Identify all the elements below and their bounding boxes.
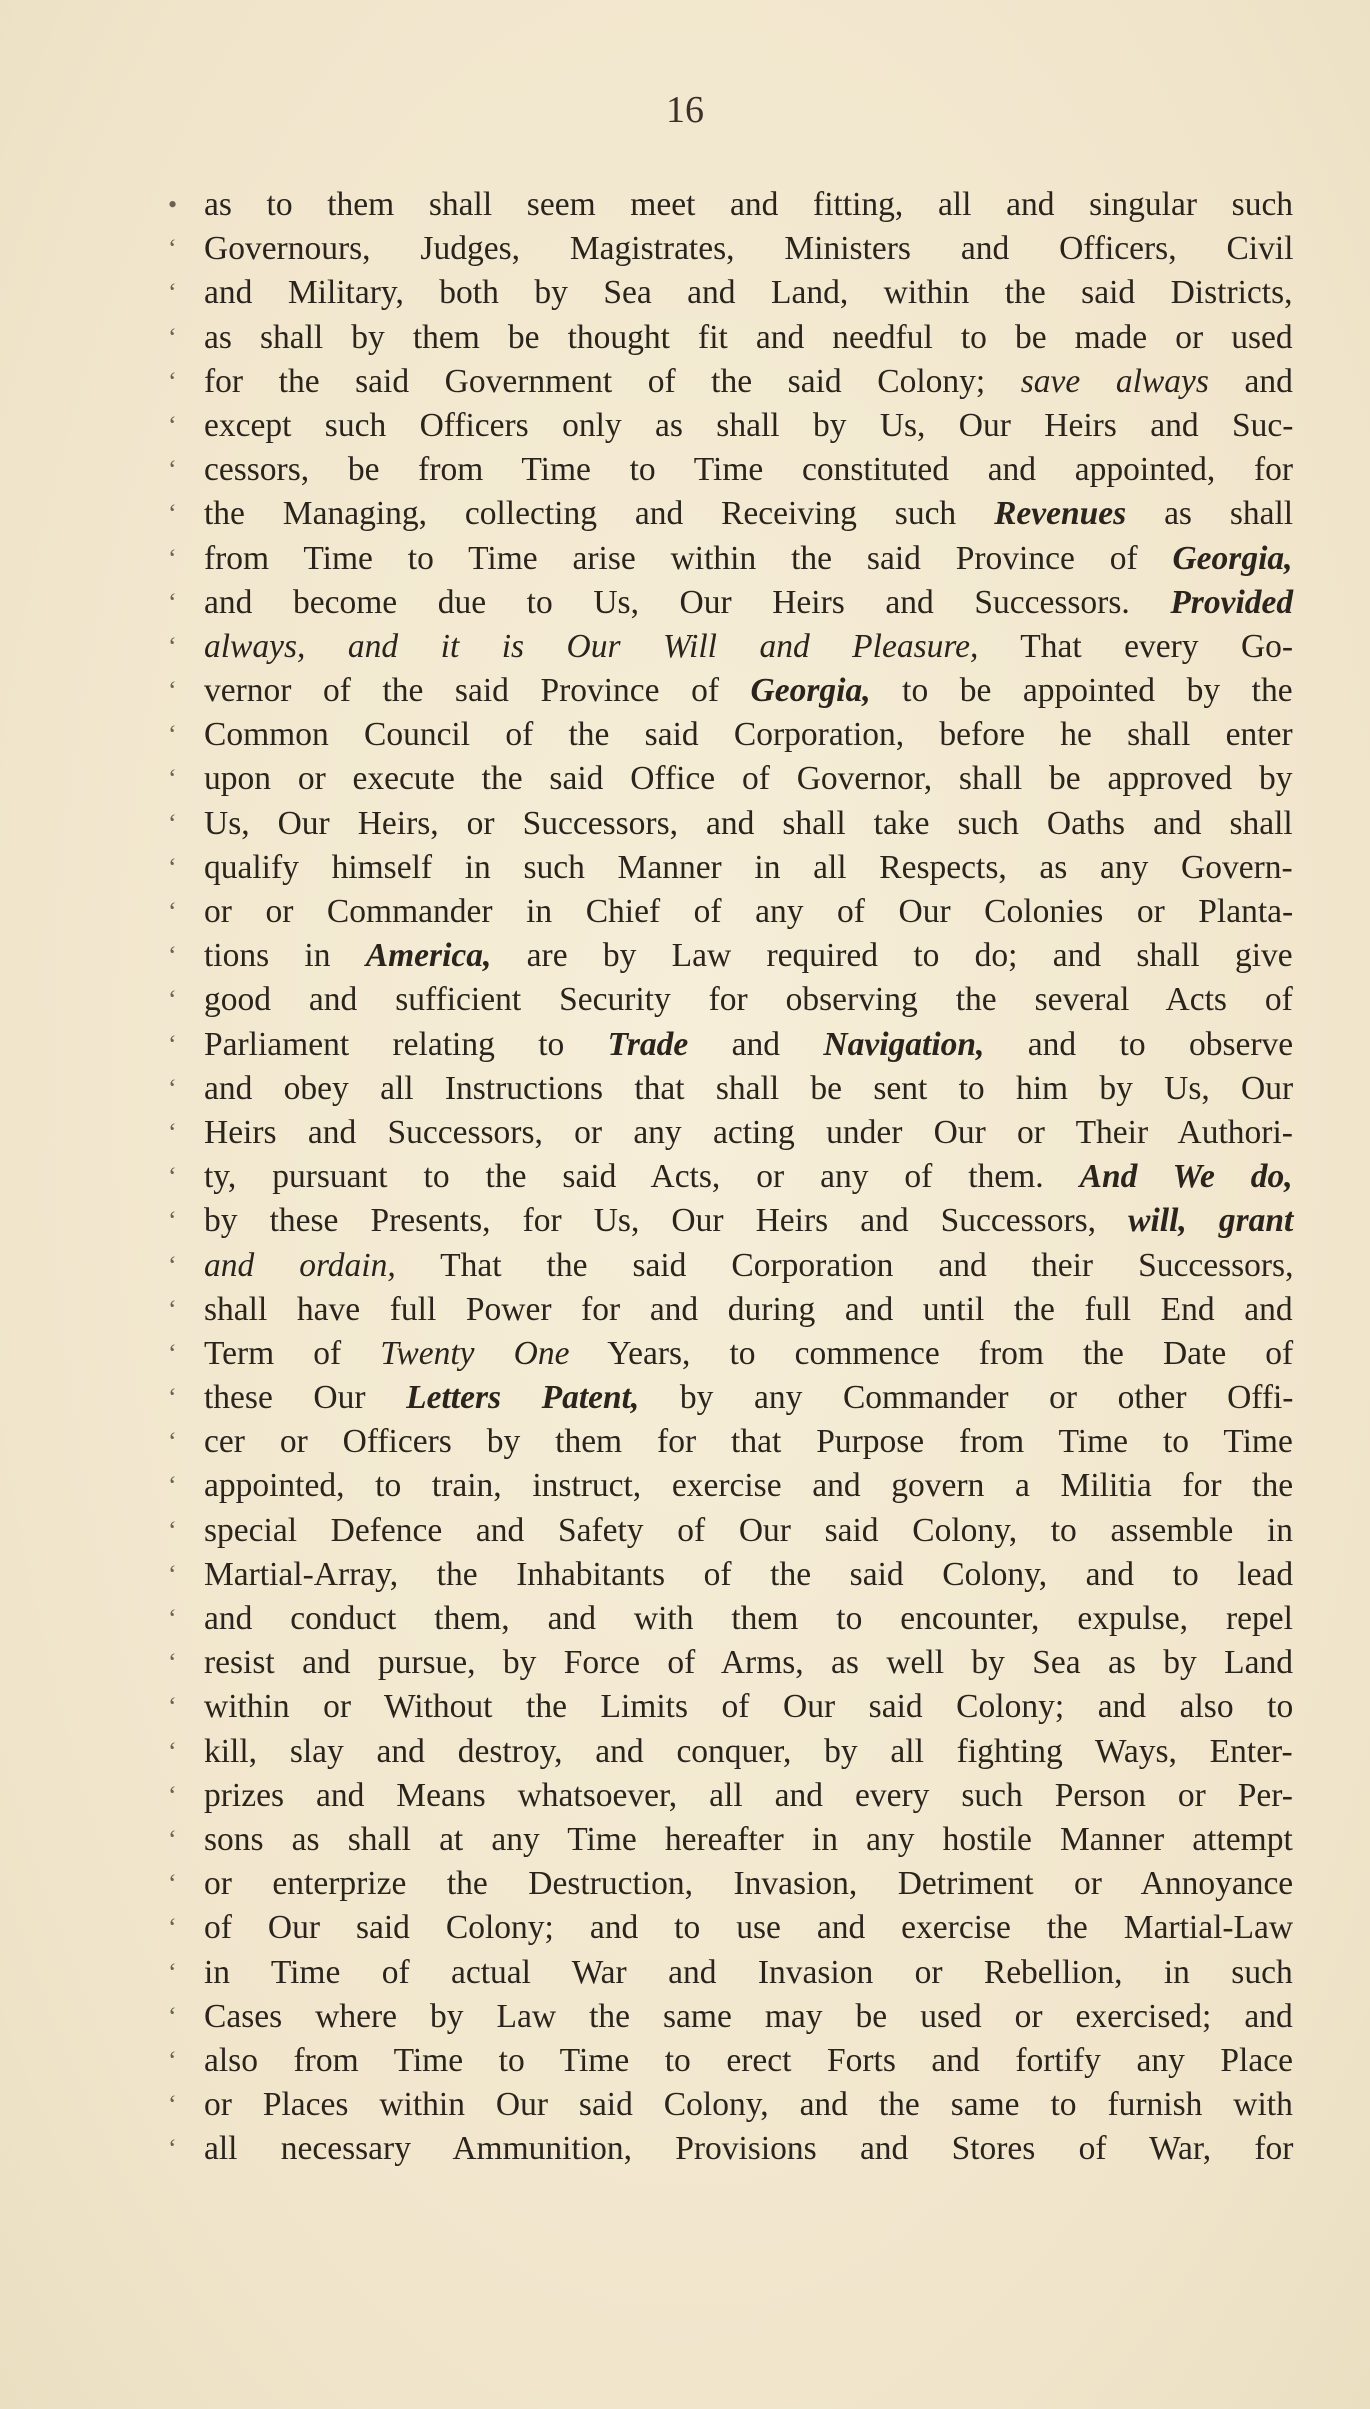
line-text xyxy=(204,757,1292,801)
quote-mark: ‘ xyxy=(168,1427,177,1457)
quote-mark: ‘ xyxy=(168,1692,177,1722)
text-segment: vernor of the said Province of xyxy=(204,672,751,710)
text-line xyxy=(168,537,1293,581)
text-line xyxy=(168,360,1293,404)
quote-mark: ‘ xyxy=(168,2001,177,2031)
quote-mark: ‘ xyxy=(168,234,177,264)
line-text xyxy=(204,1509,1293,1553)
text-segment: cer or Officers by them for that Purpose from Time to Time xyxy=(204,1423,1293,1461)
emphasis-segment: Revenues xyxy=(994,495,1127,533)
emphasis-segment: Provided xyxy=(1170,583,1294,621)
text-segment: appointed, to train, instruct, exercise and govern a Militia for the xyxy=(204,1467,1294,1505)
quote-mark: ‘ xyxy=(168,1869,177,1899)
quote-mark: ‘ xyxy=(168,1294,177,1324)
text-line xyxy=(168,1641,1293,1685)
text-segment: by any Commander or other Offi- xyxy=(639,1379,1294,1417)
text-line xyxy=(168,1730,1293,1774)
text-segment: prizes and Means whatsoever, all and every such Person or Per- xyxy=(204,1776,1293,1814)
emphasis-segment: Georgia, xyxy=(750,672,871,710)
text-segment: and obey all Instructions that shall be sent to him by Us, Our xyxy=(204,1069,1294,1107)
text-line xyxy=(168,1951,1293,1995)
text-segment: also from Time to Time to erect Forts and fortify any Place xyxy=(204,2041,1293,2079)
quote-mark: ‘ xyxy=(168,941,177,971)
text-segment: shall have full Power for and during and until the full End and xyxy=(204,1290,1293,1328)
text-line xyxy=(168,1420,1293,1464)
line-text xyxy=(204,1288,1293,1332)
emphasis-segment: America, xyxy=(365,937,492,975)
text-segment: and xyxy=(1208,362,1293,400)
text-segment: as to them shall seem meet and fitting, all and singular such xyxy=(204,186,1294,223)
text-segment: good and sufficient Security for observing the several Acts of xyxy=(204,981,1293,1019)
text-line xyxy=(168,1818,1293,1862)
quote-mark: ‘ xyxy=(168,1913,177,1943)
line-text xyxy=(204,1597,1293,1641)
text-line xyxy=(168,271,1293,315)
quote-mark: ‘ xyxy=(168,366,177,396)
line-text xyxy=(204,1995,1293,2039)
line-text xyxy=(204,1376,1293,1420)
text-line xyxy=(168,1862,1293,1906)
text-line xyxy=(168,316,1293,360)
line-text xyxy=(204,448,1293,492)
line-text xyxy=(204,1464,1293,1508)
text-line xyxy=(168,713,1293,757)
text-segment: or or Commander in Chief of any of Our Colonies or Planta- xyxy=(204,893,1294,930)
text-segment: Parliament relating to xyxy=(204,1025,608,1063)
text-segment: Us, Our Heirs, or Successors, and shall take such Oaths and shall xyxy=(204,804,1293,842)
text-line xyxy=(168,1288,1293,1332)
line-text xyxy=(204,360,1293,404)
quote-mark: ‘ xyxy=(168,1824,177,1854)
quote-mark: ‘ xyxy=(168,1736,177,1766)
text-line xyxy=(168,1244,1293,1288)
text-segment: from Time to Time arise within the said Province of xyxy=(204,539,1173,577)
text-line xyxy=(168,669,1293,713)
line-text xyxy=(204,1685,1293,1729)
quote-mark: ‘ xyxy=(168,1029,177,1059)
text-line xyxy=(168,2127,1293,2171)
emphasis-segment: Twenty One xyxy=(380,1334,570,1372)
quote-mark: ‘ xyxy=(168,410,177,440)
line-text xyxy=(204,1730,1293,1774)
text-segment: cessors, be from Time to Time constituted and appointed, for xyxy=(204,451,1294,489)
quote-mark: ‘ xyxy=(168,1250,177,1280)
page-number: 16 xyxy=(666,89,704,131)
quote-mark: ‘ xyxy=(168,1559,177,1589)
line-text xyxy=(204,1067,1293,1111)
text-segment: within or Without the Limits of Our said Colony; and also to xyxy=(204,1688,1294,1726)
line-text xyxy=(204,316,1293,360)
quote-mark: ‘ xyxy=(168,2134,177,2164)
text-line xyxy=(168,1685,1293,1729)
text-segment: special Defence and Safety of Our said Colony, to assemble in xyxy=(204,1511,1294,1549)
line-text xyxy=(204,1111,1293,1155)
text-line xyxy=(168,978,1293,1022)
text-line xyxy=(168,581,1293,625)
emphasis-segment: always, and it is Our Will and Pleasure, xyxy=(204,627,979,665)
line-text xyxy=(204,890,1293,934)
text-segment: by these Presents, for Us, Our Heirs and Successors, xyxy=(204,1202,1129,1240)
line-text xyxy=(204,537,1293,581)
document-body xyxy=(168,183,1293,2171)
text-line xyxy=(168,2083,1293,2127)
line-text xyxy=(204,581,1293,625)
text-segment: That every Go- xyxy=(978,627,1294,665)
line-text xyxy=(204,713,1293,757)
line-text xyxy=(204,1774,1293,1818)
text-segment: tions in xyxy=(204,937,366,975)
emphasis-segment: Letters Patent, xyxy=(406,1379,640,1417)
line-text xyxy=(204,183,1293,227)
text-line xyxy=(168,1332,1293,1376)
emphasis-segment: save always xyxy=(1020,362,1209,400)
text-segment: as shall xyxy=(1126,495,1294,533)
quote-mark: ‘ xyxy=(168,852,177,882)
line-text xyxy=(204,492,1293,536)
text-segment: or enterprize the Destruction, Invasion, Detriment or Annoyance xyxy=(204,1865,1294,1903)
emphasis-segment: Navigation, xyxy=(823,1025,985,1063)
text-line xyxy=(168,1597,1293,1641)
quote-mark: ‘ xyxy=(168,1206,177,1236)
quote-mark: ‘ xyxy=(168,631,177,661)
text-line xyxy=(168,890,1293,934)
text-segment: all necessary Ammunition, Provisions and Stores of War, for xyxy=(204,2130,1294,2168)
line-text xyxy=(204,1818,1293,1862)
quote-mark: ‘ xyxy=(168,278,177,308)
text-line xyxy=(168,404,1293,448)
text-line xyxy=(168,802,1293,846)
emphasis-segment: And We do, xyxy=(1079,1158,1293,1196)
line-text xyxy=(204,227,1293,271)
quote-mark: ‘ xyxy=(168,1471,177,1501)
text-segment: to be appointed by the xyxy=(870,672,1293,710)
text-segment: and conduct them, and with them to encounter, expulse, repel xyxy=(204,1600,1293,1637)
quote-mark: ‘ xyxy=(168,587,177,617)
text-line xyxy=(168,934,1293,978)
line-text xyxy=(204,404,1293,448)
text-segment: Term of xyxy=(204,1334,381,1372)
line-text xyxy=(204,1332,1293,1376)
quote-mark: ‘ xyxy=(168,676,177,706)
line-text xyxy=(204,271,1293,315)
text-segment: the Managing, collecting and Receiving such xyxy=(204,495,995,533)
text-line xyxy=(168,1155,1293,1199)
text-line xyxy=(168,492,1293,536)
text-segment: for the said Government of the said Colony; xyxy=(204,362,1021,400)
line-text xyxy=(204,846,1293,890)
line-text xyxy=(204,1906,1293,1950)
quote-mark: ‘ xyxy=(168,499,177,529)
text-segment: qualify himself in such Manner in all Respects, as any Govern- xyxy=(204,848,1293,886)
text-segment: Cases where by Law the same may be used or exercised; and xyxy=(204,1997,1293,2035)
emphasis-segment: Trade xyxy=(607,1025,689,1063)
line-text xyxy=(204,802,1293,846)
text-segment: Governours, Judges, Magistrates, Ministers and Officers, Civil xyxy=(204,230,1294,268)
line-text xyxy=(204,625,1293,669)
line-text xyxy=(204,2083,1293,2127)
text-segment: and xyxy=(688,1025,824,1063)
quote-mark: ‘ xyxy=(168,1073,177,1103)
text-line xyxy=(168,183,1293,227)
quote-mark: ‘ xyxy=(168,1117,177,1147)
text-line xyxy=(168,1376,1293,1420)
line-text xyxy=(204,1641,1293,1685)
text-line xyxy=(168,625,1293,669)
line-text xyxy=(204,1244,1293,1288)
emphasis-segment: and ordain, xyxy=(204,1246,396,1284)
line-text xyxy=(204,2039,1293,2083)
text-segment: of Our said Colony; and to use and exercise the Martial-Law xyxy=(204,1909,1294,1947)
text-segment: and to observe xyxy=(984,1025,1294,1063)
line-text xyxy=(204,1420,1293,1464)
line-text xyxy=(204,1862,1293,1906)
quote-mark: ‘ xyxy=(168,2090,177,2120)
text-segment: Years, to commence from the Date of xyxy=(569,1334,1294,1372)
text-segment: in Time of actual War and Invasion or Rebellion, in such xyxy=(204,1953,1293,1991)
quote-mark: ‘ xyxy=(168,808,177,838)
line-text xyxy=(204,1199,1293,1243)
quote-mark: ‘ xyxy=(168,764,177,794)
line-text xyxy=(204,2127,1293,2171)
emphasis-segment: Georgia, xyxy=(1172,539,1293,577)
text-segment: and become due to Us, Our Heirs and Successors. xyxy=(204,583,1171,621)
text-segment: except such Officers only as shall by Us, Our Heirs and Suc- xyxy=(204,406,1294,444)
text-segment: and Military, both by Sea and Land, within the said Districts, xyxy=(204,274,1293,312)
quote-mark: ‘ xyxy=(168,1780,177,1810)
text-segment: kill, slay and destroy, and conquer, by all fighting Ways, Enter- xyxy=(204,1732,1293,1770)
emphasis-segment: will, grant xyxy=(1128,1202,1294,1240)
text-segment: these Our xyxy=(204,1379,407,1417)
text-segment: That the said Corporation and their Successors, xyxy=(395,1246,1294,1284)
text-segment: sons as shall at any Time hereafter in any hostile Manner attempt xyxy=(204,1820,1293,1858)
line-text xyxy=(204,1951,1293,1995)
quote-mark: • xyxy=(168,190,178,219)
text-line xyxy=(168,1199,1293,1243)
text-segment: are by Law required to do; and shall give xyxy=(491,937,1293,975)
text-segment: or Places within Our said Colony, and the same to furnish with xyxy=(204,2086,1293,2124)
quote-mark: ‘ xyxy=(168,543,177,573)
text-line xyxy=(168,1553,1293,1597)
quote-mark: ‘ xyxy=(168,1648,177,1678)
text-segment: resist and pursue, by Force of Arms, as well by Sea as by Land xyxy=(204,1644,1293,1682)
line-text xyxy=(204,1553,1293,1597)
line-text xyxy=(204,669,1293,713)
quote-mark: ‘ xyxy=(168,1515,177,1545)
text-segment: ty, pursuant to the said Acts, or any of them. xyxy=(204,1158,1080,1196)
text-line xyxy=(168,1509,1293,1553)
text-segment: Heirs and Successors, or any acting under Our or Their Authori- xyxy=(204,1113,1293,1151)
text-line xyxy=(168,757,1293,801)
line-text xyxy=(204,978,1293,1022)
text-line xyxy=(168,448,1293,492)
text-line xyxy=(168,227,1293,271)
text-line xyxy=(168,1067,1293,1111)
text-segment: Martial-Array, the Inhabitants of the said Colony, and to lead xyxy=(204,1555,1294,1593)
line-text xyxy=(204,934,1293,978)
quote-mark: ‘ xyxy=(168,897,177,926)
text-segment: as shall by them be thought fit and needful to be made or used xyxy=(204,318,1293,356)
text-line xyxy=(168,2039,1293,2083)
quote-mark: ‘ xyxy=(168,1162,177,1192)
text-segment: upon or execute the said Office of Governor, shall be approved by xyxy=(204,760,1293,798)
line-text xyxy=(204,1155,1293,1199)
text-line xyxy=(168,1111,1293,1155)
text-line xyxy=(168,1774,1293,1818)
text-segment: Common Council of the said Corporation, before he shall enter xyxy=(204,716,1293,754)
line-text xyxy=(204,1023,1293,1067)
quote-mark: ‘ xyxy=(168,1604,177,1633)
quote-mark: ‘ xyxy=(168,322,177,352)
quote-mark: ‘ xyxy=(168,1957,177,1987)
text-line xyxy=(168,846,1293,890)
quote-mark: ‘ xyxy=(168,1338,177,1368)
quote-mark: ‘ xyxy=(168,2045,177,2075)
text-line xyxy=(168,1464,1293,1508)
quote-mark: ‘ xyxy=(168,455,177,485)
text-line xyxy=(168,1023,1293,1067)
quote-mark: ‘ xyxy=(168,720,177,750)
quote-mark: ‘ xyxy=(168,1383,177,1413)
text-line xyxy=(168,1906,1293,1950)
quote-mark: ‘ xyxy=(168,985,177,1015)
text-line xyxy=(168,1995,1293,2039)
